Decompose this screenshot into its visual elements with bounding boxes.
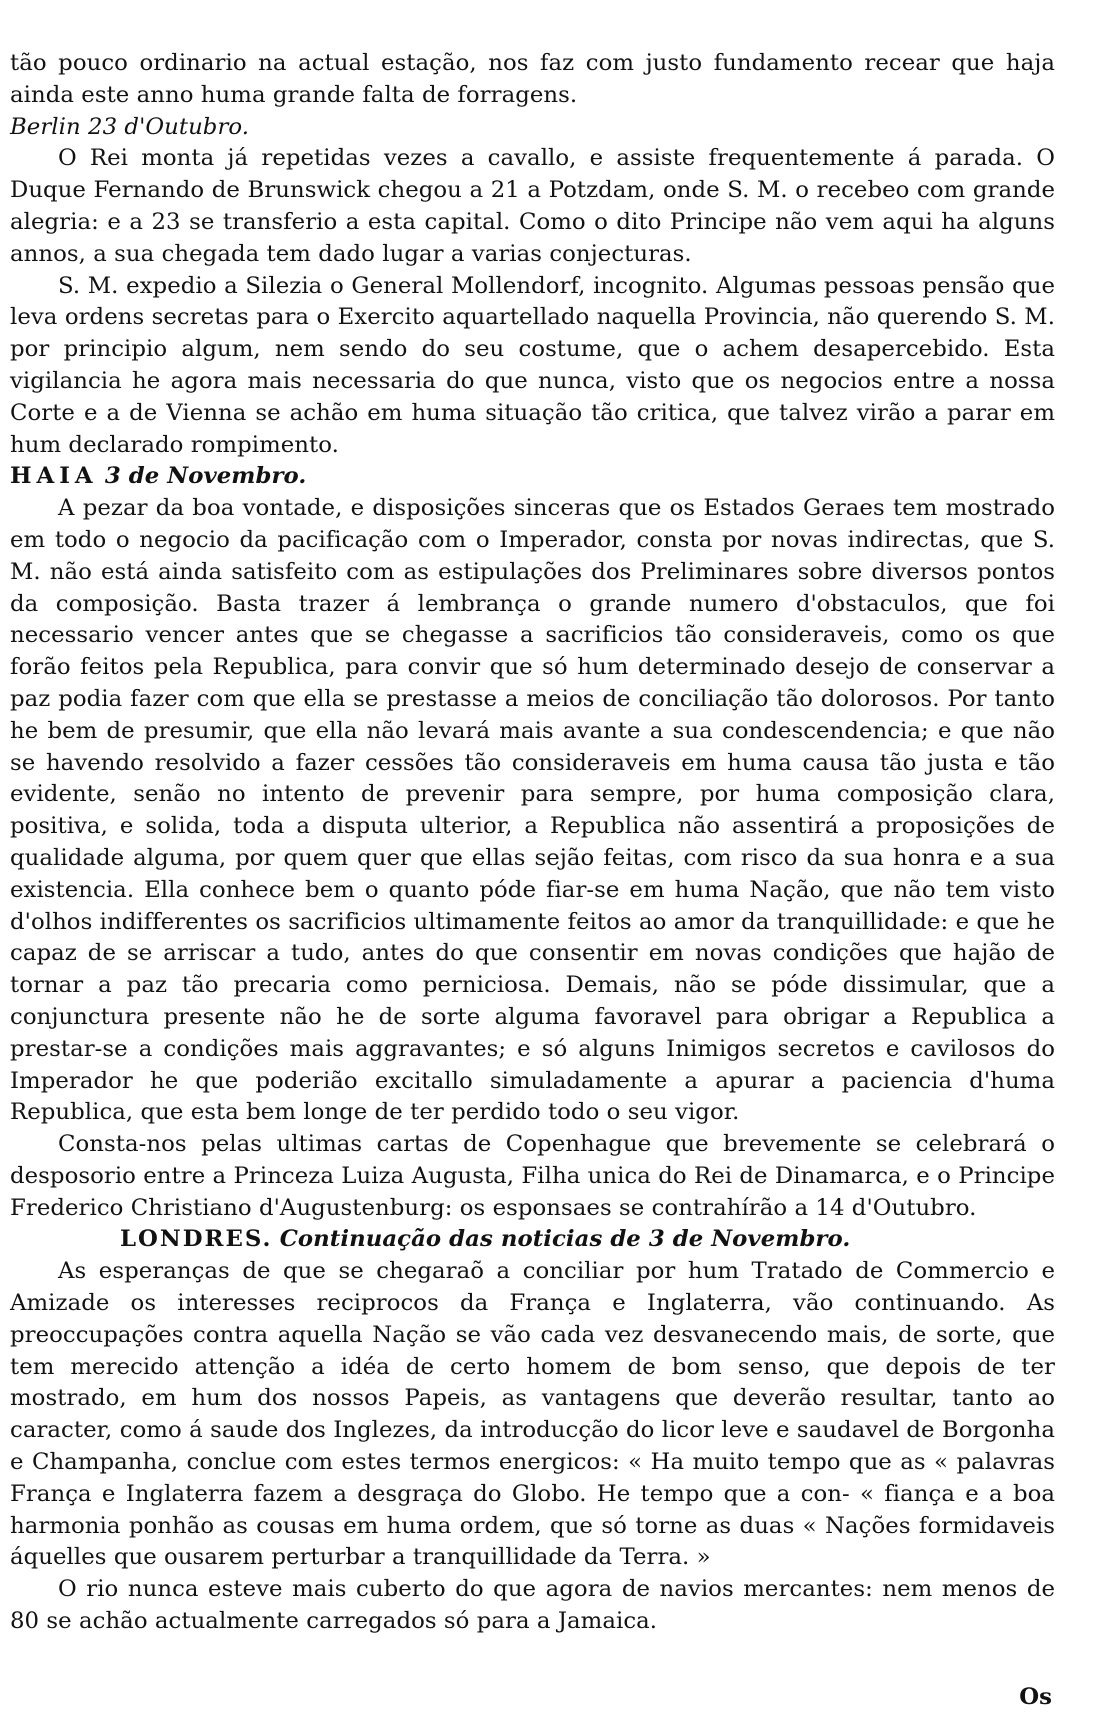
dateline-date: 23 d'Outubro. [88,113,250,140]
paragraph-berlin-silezia: S. M. expedio a Silezia o General Mollendorf, incognito. Algumas pessoas pensão que leva ordens secretas para o Exercito aquartellado naquella Provincia, não querendo S. M. por principio algum, nem sendo do seu costume, que o achem desapercebido. Esta vigilancia he agora mais necessaria do que nunca, visto que os negocios entre a nossa Corte e a de Vienna se achão em huma situação tão critica, que talvez virão a parar em hum declarado rompimento. [10,272,1055,458]
heading-londres-place: LONDRES. [120,1226,273,1253]
heading-londres [10,1224,1055,1256]
dateline-place: Berlin [10,113,81,140]
dateline-date: 3 de Novembro. [104,463,307,490]
heading-londres-subtitle: Continuação das noticias de 3 de Novembro. [279,1226,851,1253]
catchword: Os [1019,1684,1052,1710]
dateline-place: HAIA [10,463,98,490]
paragraph-continuation: tão pouco ordinario na actual estação, nos faz com justo fundamento recear que haja ainda este anno huma grande falta de forragens. [10,50,1055,108]
paragraph-londres-tratado: As esperanças de que se chegaraõ a conciliar por hum Tratado de Commercio e Amizade os interesses reciprocos da França e Inglaterra, vão continuando. As preoccupações contra aquella Nação se vão cada vez desvanecendo mais, de sorte, que tem merecido attenção a idéa de certo homem de bom senso, que depois de ter mostrado, em hum dos nossos Papeis, as vantagens que deverão resultar, tanto ao caracter, como á saude dos Inglezes, da introducção do licor leve e saudavel de Borgonha e Champanha, conclue com estes termos energicos: « Ha muito tempo que as « palavras França e Inglaterra fazem a desgraça do Globo. He tempo que a con- « fiança e a boa harmonia ponhão as cousas em huma ordem, que só torne as duas « Nações formidaveis áquelles que ousarem perturbar a tranquillidade da Terra. » [10,1258,1055,1571]
dateline-haia [10,461,1055,493]
paragraph-londres-rio: O rio nunca esteve mais cuberto do que agora de navios mercantes: nem menos de 80 se achão actualmente carregados só para a Jamaica. [10,1576,1055,1635]
dateline-berlin [10,112,1055,144]
paragraph-haia-republica: A pezar da boa vontade, e disposições sinceras que os Estados Geraes tem mostrado em todo o negocio da pacificação com o Imperador, consta por novas indirectas, que S. M. não está ainda satisfeito com as estipulações dos Preliminares sobre diversos pontos da composição. Basta trazer á lembrança o grande numero d'obstaculos, que foi necessario vencer antes que se chegasse a sacrificios tão consideraveis, como os que forão feitos pela Republica, para convir que só hum determinado desejo de conservar a paz podia fazer com que ella se prestasse a meios de conciliação tão dolorosos. Por tanto he bem de presumir, que ella não levará mais avante a sua condescendencia; e que não se havendo resolvido a fazer cessões tão consideraveis em huma causa tão justa e tão evidente, senão no intento de prevenir para sempre, por huma composição clara, positiva, e solida, toda a disputa ulterior, a Republica não assentirá a proposições de qualidade alguma, por quem quer que ellas sejão feitas, com risco da sua honra e a sua existencia. Ella conhece bem o quanto póde fiar-se em huma Nação, que não tem visto d'olhos indifferentes os sacrificios ultimamente feitos ao amor da tranquillidade: e que he capaz de se arriscar a tudo, antes do que consentir em novas condições que hajão de tornar a paz tão precaria como perniciosa. Demais, não se póde dissimular, que a conjunctura presente não he de sorte alguma favoravel para obrigar a Republica a prestar-se a condições mais aggravantes; e só alguns Inimigos secretos e cavilosos do Imperador he que poderião excitallo simuladamente a apurar a paciencia d'huma Republica, que esta bem longe de ter perdido todo o seu vigor. [10,495,1055,1126]
paragraph-haia-copenhague: Consta-nos pelas ultimas cartas de Copenhague que brevemente se celebrará o desposorio entre a Princeza Luiza Augusta, Filha unica do Rei de Dinamarca, e o Principe Frederico Christiano d'Augustenburg: os esponsaes se contrahírão a 14 d'Outubro. [10,1131,1055,1221]
paragraph-berlin-king: O Rei monta já repetidas vezes a cavallo, e assiste frequentemente á parada. O Duque Fernando de Brunswick chegou a 21 a Potzdam, onde S. M. o recebeo com grande alegria: e a 23 se transferio a esta capital. Como o dito Principe não vem aqui ha alguns annos, a sua chegada tem dado lugar a varias conjecturas. [10,145,1055,267]
text-column [10,48,1055,1638]
